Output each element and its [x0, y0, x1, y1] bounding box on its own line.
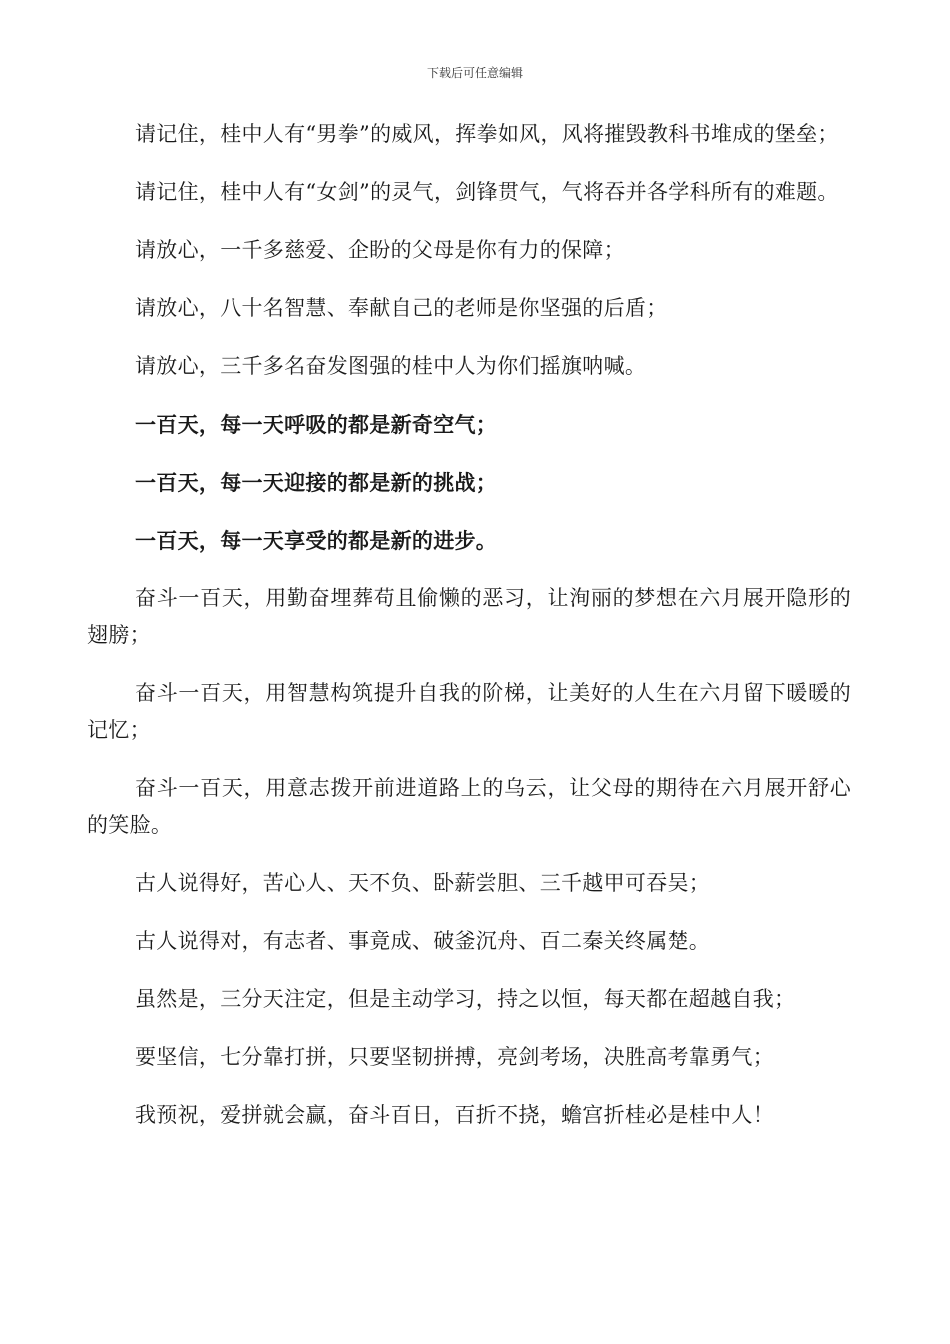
bold-paragraph: 一百天，每一天呼吸的都是新奇空气； — [135, 412, 498, 437]
paragraph: 请放心，八十名智慧、奉献自己的老师是你坚强的后盾； — [135, 296, 668, 320]
paragraph: 要坚信，七分靠打拼，只要坚韧拼搏，亮剑考场，决胜高考靠勇气； — [135, 1045, 774, 1069]
bold-paragraph: 一百天，每一天迎接的都是新的挑战； — [135, 470, 498, 495]
page-header: 下载后可任意编辑 — [426, 66, 523, 80]
bold-paragraph: 一百天，每一天享受的都是新的进步。 — [135, 528, 498, 553]
paragraph: 请记住，桂中人有“男拳”的威风，挥拳如风，风将摧毁教科书堆成的堡垒； — [135, 122, 839, 146]
paragraph: 奋斗一百天，用智慧构筑提升自我的阶梯，让美好的人生在六月留下暖暖的记忆； — [87, 681, 851, 742]
paragraph: 古人说得好，苦心人、天不负、卧薪尝胆、三千越甲可吞吴； — [135, 871, 711, 895]
paragraph: 虽然是，三分天注定，但是主动学习，持之以恒，每天都在超越自我； — [135, 987, 796, 1011]
paragraph: 我预祝，爱拼就会赢，奋斗百日，百折不挠，蟾宫折桂必是桂中人！ — [135, 1103, 774, 1127]
document-body — [87, 116, 851, 1155]
paragraph: 请放心，一千多慈爱、企盼的父母是你有力的保障； — [135, 238, 625, 262]
paragraph: 请记住，桂中人有“女剑”的灵气，剑锋贯气，气将吞并各学科所有的难题。 — [135, 180, 839, 204]
paragraph: 请放心，三千多名奋发图强的桂中人为你们摇旗呐喊。 — [135, 354, 647, 378]
paragraph: 奋斗一百天，用意志拨开前进道路上的乌云，让父母的期待在六月展开舒心的笑脸。 — [87, 776, 851, 837]
paragraph: 古人说得对，有志者、事竟成、破釜沉舟、百二秦关终属楚。 — [135, 929, 711, 953]
paragraph: 奋斗一百天，用勤奋埋葬苟且偷懒的恶习，让洵丽的梦想在六月展开隐形的翅膀； — [87, 586, 851, 647]
